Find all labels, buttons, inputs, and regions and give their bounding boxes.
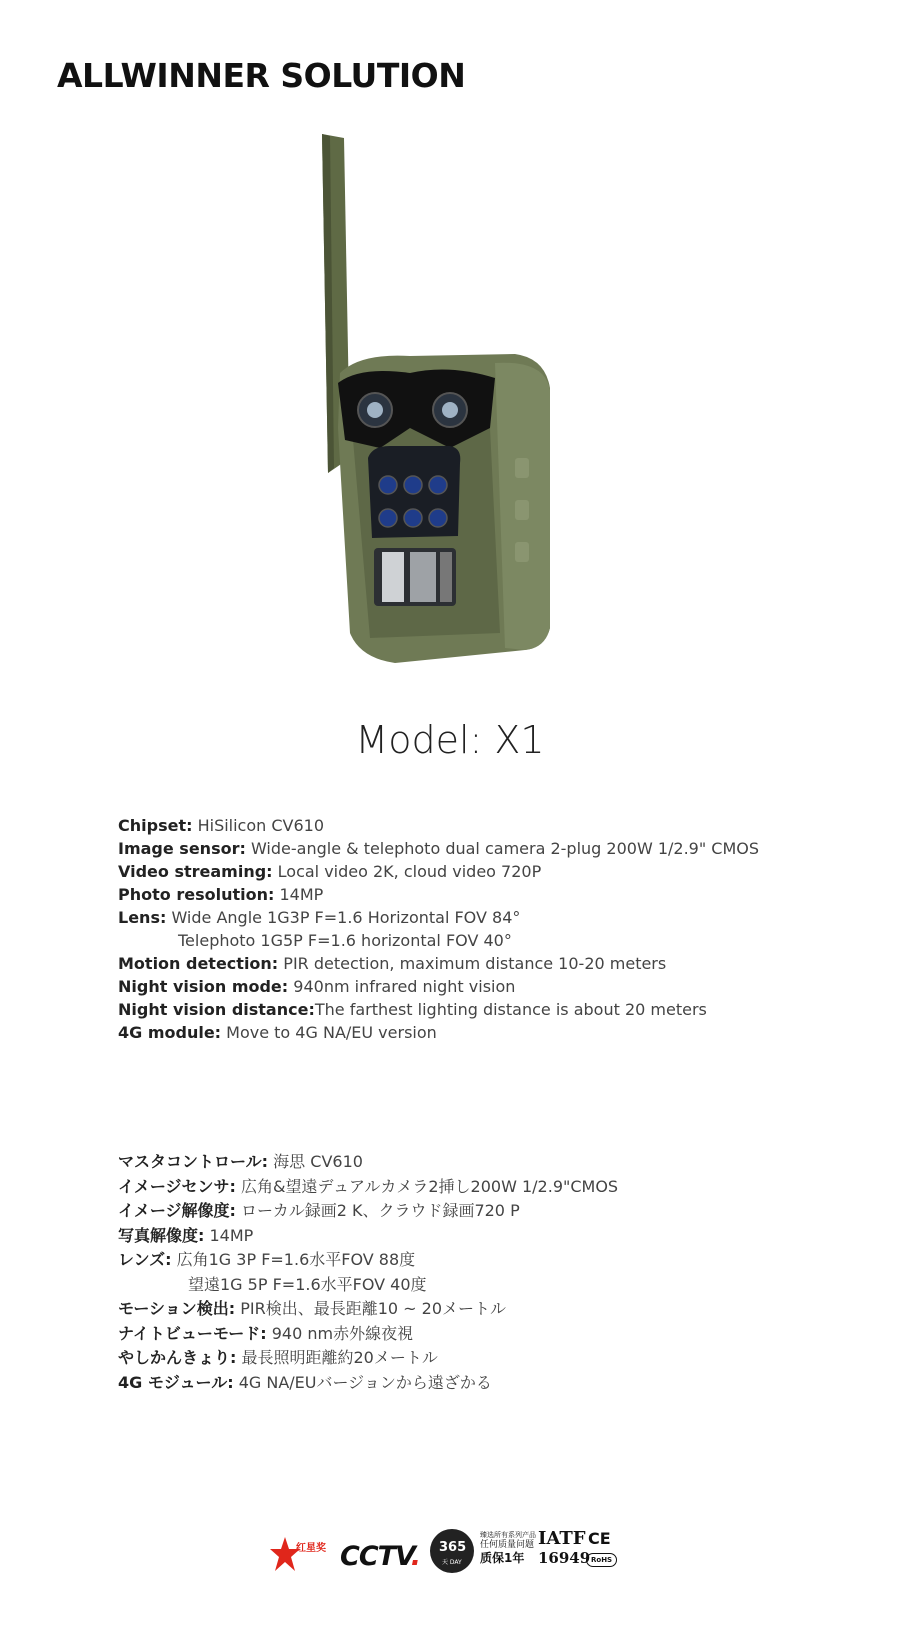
spec-row-jp-lens-telephoto: 望遠1G 5P F=1.6水平FOV 40度 xyxy=(188,1274,427,1294)
spec-row-jp-master-control: マスタコントロール: 海思 CV610 xyxy=(118,1152,363,1171)
iatf-logo: IATF 16949 xyxy=(538,1528,591,1567)
spec-row-motion-detection: Motion detection: PIR detection, maximum distance 10-20 meters xyxy=(118,954,667,973)
spec-row-night-vision-mode: Night vision mode: 940nm infrared night vision xyxy=(118,977,516,996)
spec-row-4g-module: 4G module: Move to 4G NA/EU version xyxy=(118,1023,437,1042)
spec-row-jp-4g-module: 4G モジュール: 4G NA/EUバージョンから遠ざかる xyxy=(118,1372,492,1392)
spec-row-jp-night-distance: やしかんきょり: 最長照明距離約20メートル xyxy=(118,1348,438,1367)
certification-logo-bar xyxy=(270,1527,650,1585)
spec-row-jp-image-sensor: イメージセンサ: 広角&望遠デュアルカメラ2挿し200W 1/2.9"CMOS xyxy=(118,1176,619,1196)
spec-row-jp-lens: レンズ: 広角1G 3P F=1.6水平FOV 88度 xyxy=(118,1250,416,1269)
brand-title: ALLWINNER SOLUTION xyxy=(57,56,466,95)
spec-row-jp-motion-detection: モーション検出: PIR検出、最長距離10 ~ 20メートル xyxy=(118,1299,506,1318)
spec-row-video-streaming: Video streaming: Local video 2K, cloud video 720P xyxy=(118,862,542,881)
warranty-text: 臻选所有系列产品 任何质量问题 质保1年 xyxy=(480,1531,536,1565)
product-image xyxy=(300,128,600,698)
spec-row-image-sensor: Image sensor: Wide-angle & telephoto dual camera 2-plug 200W 1/2.9" CMOS xyxy=(118,839,760,858)
spec-row-lens: Lens: Wide Angle 1G3P F=1.6 Horizontal FOV 84° xyxy=(118,908,521,927)
red-star-award-logo: 红星奖 xyxy=(270,1535,330,1579)
spec-row-jp-image-resolution: イメージ解像度: ローカル録画2 K、クラウド録画720 P xyxy=(118,1201,520,1220)
spec-row-lens-telephoto: Telephoto 1G5P F=1.6 horizontal FOV 40° xyxy=(178,931,512,950)
spec-row-jp-night-view-mode: ナイトビューモード: 940 nm赤外線夜視 xyxy=(118,1323,414,1343)
rohs-badge: RoHS xyxy=(586,1553,617,1567)
spec-row-photo-resolution: Photo resolution: 14MP xyxy=(118,885,324,904)
trail-camera-illustration xyxy=(300,128,600,698)
spec-row-chipset: Chipset: HiSilicon CV610 xyxy=(118,816,325,835)
spec-row-night-vision-distance: Night vision distance:The farthest lighting distance is about 20 meters xyxy=(118,1000,707,1019)
365-day-badge: 365 天 DAY xyxy=(430,1529,474,1573)
model-label: Model: X1 xyxy=(355,718,545,762)
spec-row-jp-photo-resolution: 写真解像度: 14MP xyxy=(118,1225,254,1245)
spec-list-japanese xyxy=(118,1150,618,1395)
ce-mark: CE xyxy=(588,1529,611,1548)
cctv-logo: CCTV. xyxy=(340,1541,421,1572)
spec-list-english xyxy=(118,814,759,1044)
